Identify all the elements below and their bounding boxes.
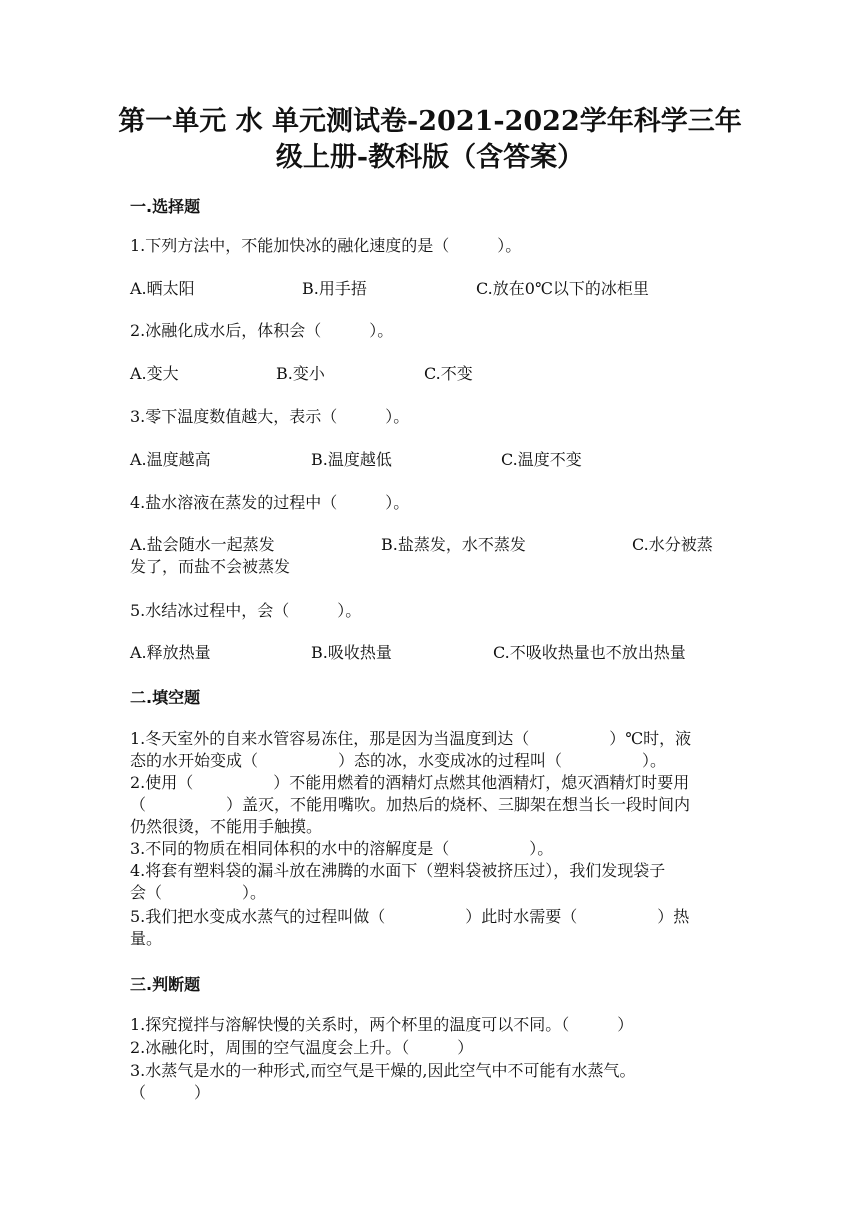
fill-question-2-line-3: 仍然很烫，不能用手触摸。 xyxy=(130,817,323,836)
fill-question-2-line-2: （ ）盖灭，不能用嘴吹。加热后的烧杯、三脚架在想当长一段时间内 xyxy=(130,795,691,814)
section-heading-judge: 三.判断题 xyxy=(130,975,201,994)
choice-q5-option-c: C.不吸收热量也不放出热量 xyxy=(493,643,686,662)
choice-q5-option-b: B.吸收热量 xyxy=(311,643,392,662)
choice-q4-option-a: A.盐会随水一起蒸发 xyxy=(130,535,275,554)
fill-question-5-line-1: 5.我们把水变成水蒸气的过程叫做（ ）此时水需要（ ）热 xyxy=(130,907,690,926)
choice-q4-option-b: B.盐蒸发，水不蒸发 xyxy=(381,535,526,554)
choice-q2-option-c: C.不变 xyxy=(424,364,473,383)
choice-question-5: 5.水结冰过程中，会（ ）。 xyxy=(130,601,362,620)
choice-q5-option-a: A.释放热量 xyxy=(130,643,211,662)
title-line-2: 级上册-教科版（含答案） xyxy=(275,142,585,173)
judge-question-1: 1.探究搅拌与溶解快慢的关系时，两个杯里的温度可以不同。（ ） xyxy=(130,1015,634,1034)
choice-question-1: 1.下列方法中，不能加快冰的融化速度的是（ ）。 xyxy=(130,236,522,255)
judge-question-3-line-2: （ ） xyxy=(130,1083,211,1102)
choice-q4-option-c-continued: 发了，而盐不会被蒸发 xyxy=(130,557,291,576)
judge-question-2: 2.冰融化时，周围的空气温度会上升。（ ） xyxy=(130,1038,474,1057)
title-line-1: 第一单元 水 单元测试卷-2021-2022学年科学三年 xyxy=(118,106,742,137)
section-heading-choice: 一.选择题 xyxy=(130,197,201,216)
fill-question-4-line-2: 会（ ）。 xyxy=(130,883,267,902)
choice-question-3: 3.零下温度数值越大，表示（ ）。 xyxy=(130,407,410,426)
choice-q1-option-b: B.用手捂 xyxy=(302,279,367,298)
choice-q2-option-b: B.变小 xyxy=(276,364,325,383)
choice-q3-option-a: A.温度越高 xyxy=(130,450,211,469)
section-heading-fill: 二.填空题 xyxy=(130,688,201,707)
choice-q2-option-a: A.变大 xyxy=(130,364,179,383)
choice-q1-option-a: A.晒太阳 xyxy=(130,279,195,298)
fill-question-2-line-1: 2.使用（ ）不能用燃着的酒精灯点燃其他酒精灯，熄灭酒精灯时要用 xyxy=(130,773,690,792)
fill-question-1-line-1: 1.冬天室外的自来水管容易冻住，那是因为当温度到达（ ）℃时，液 xyxy=(130,729,692,748)
choice-q4-option-c: C.水分被蒸 xyxy=(632,535,713,554)
judge-question-3-line-1: 3.水蒸气是水的一种形式,而空气是干燥的,因此空气中不可能有水蒸气。 xyxy=(130,1061,636,1080)
choice-q3-option-b: B.温度越低 xyxy=(311,450,392,469)
choice-question-2: 2.冰融化成水后，体积会（ ）。 xyxy=(130,321,394,340)
fill-question-5-line-2: 量。 xyxy=(130,929,163,948)
choice-q1-option-c: C.放在0℃以下的冰柜里 xyxy=(476,279,649,298)
choice-question-4: 4.盐水溶液在蒸发的过程中（ ）。 xyxy=(130,493,410,512)
fill-question-1-line-2: 态的水开始变成（ ）态的冰，水变成冰的过程叫（ ）。 xyxy=(130,751,667,770)
fill-question-3: 3.不同的物质在相同体积的水中的溶解度是（ ）。 xyxy=(130,839,554,858)
page-title xyxy=(90,104,770,176)
fill-question-4-line-1: 4.将套有塑料袋的漏斗放在沸腾的水面下（塑料袋被挤压过），我们发现袋子 xyxy=(130,861,666,880)
choice-q3-option-c: C.温度不变 xyxy=(501,450,582,469)
